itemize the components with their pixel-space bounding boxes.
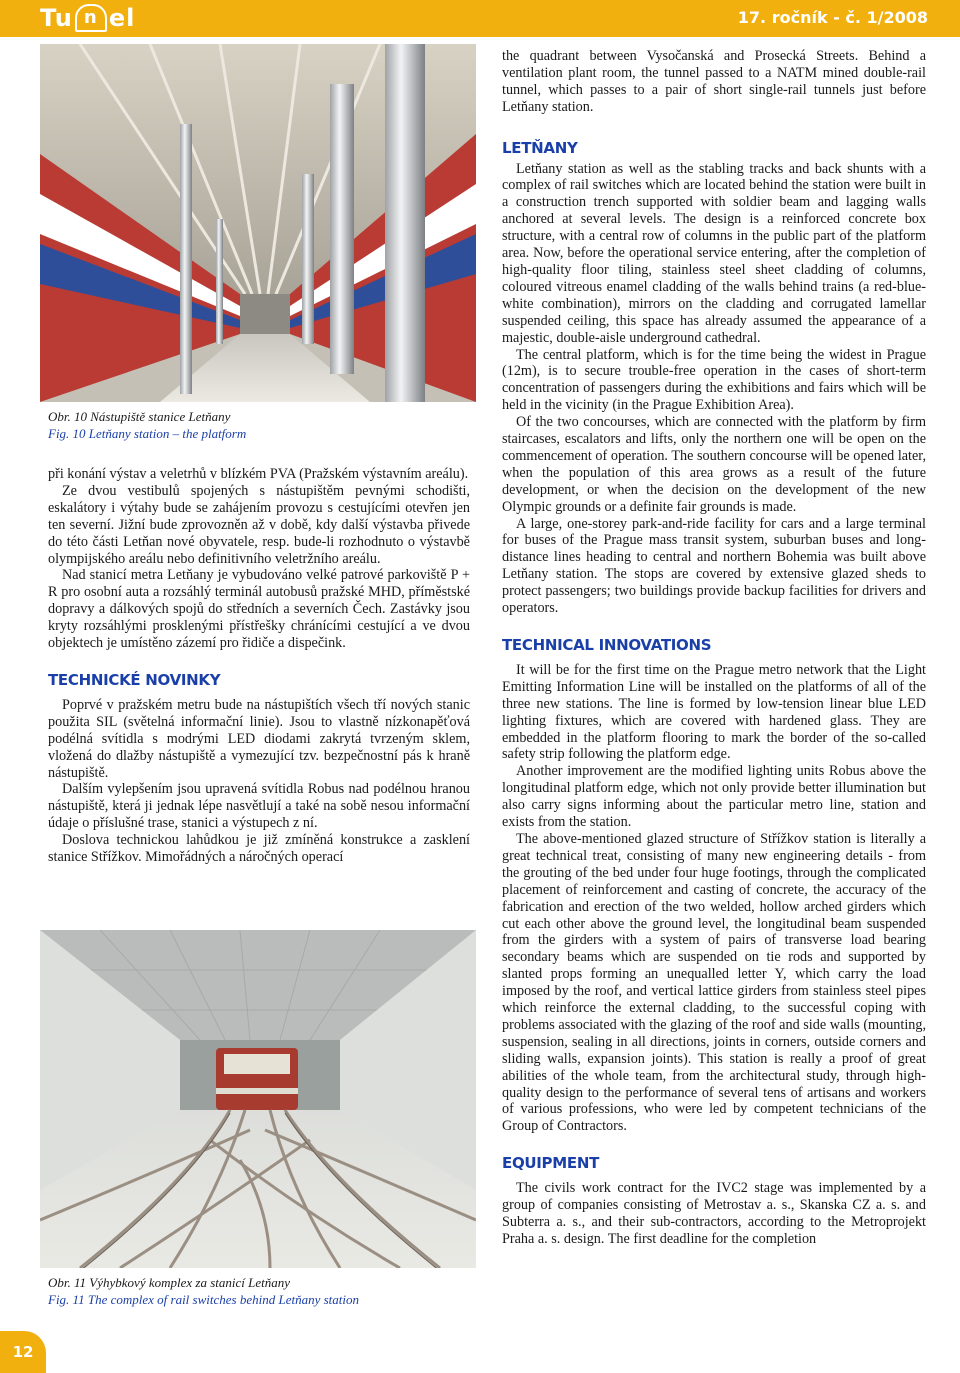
left-paragraph-3: Nad stanicí metra Letňany je vybudováno velké patrové parkoviště P + R pro osobní auta a rozsáhlý terminál autobusů pražské MHD, příměstské dopravy a dálkových spojů do středních a severních Čech. Zastávky jsou kryty rozsáhlými prosklenými přístřešky chránícími cestující a ve dvou objektech je umístěno zázemí pro řidiče a dispečink. — [48, 567, 470, 652]
issue-label: 17. ročník - č. 1/2008 — [737, 8, 928, 27]
left-paragraph-1: při konání výstav a veletrhů v blízkém PVA (Pražském výstavním areálu). — [48, 466, 469, 482]
page-number: 12 — [0, 1331, 46, 1373]
tunel-logo — [40, 4, 135, 32]
right-paragraph-8: The civils work contract for the IVC2 stage was implemented by a group of companies consisting of Metrostav a. s., Skanska CZ a. s. and Subterra a. s., and their sub-contractors, according to the Metroprojekt Praha a. s. design. The first deadline for the completion — [502, 1180, 926, 1247]
logo-text-start: Tu — [40, 4, 73, 32]
right-paragraph-7: The above-mentioned glazed structure of Střížkov station is literally a great technical treat, consisting of many new engineering details - from the grouting of the bed under four huge footings, through the complicated placement of reinforcement and casting of concrete, the accuracy of the fabrication and erection of the two welded, hollow arched girders which cut each other above the ground level, the longitudinal beam suspended from the girders with a system of pairs of transverse load bearing secondary beams which are suspended on tie rods and supported by slanted props forming an unequalled letter Y, which carry the load imposed by the roof, and vertical lattice girders from stainless steel pipes which reinforce the external cladding, to the successful coping with problems associated with the glazing of the roof and side walls (mounting, suspension, sealing in all directions, joints in corners, outside corners and sliding walls, expansion joints). This station is really a proof of great abilities of the whole team, from the architectural study, through high-quality design to the performance of several tens of artisans and workers of various professions, who were led by competent technicians of the Group of Contractors. — [502, 830, 926, 1135]
platform-photo — [40, 44, 476, 402]
figure11-caption-cz: Obr. 11 Výhybkový komplex za stanicí Letňany — [48, 1275, 290, 1290]
right-paragraph-6: Another improvement are the modified lighting units Robus above the longitudinal platform edge, which not only provide better illumination but also carry signs informing about the particular metro line, station and exists from the station. — [502, 763, 926, 831]
left-paragraph-2: Ze dvou vestibulů spojených s nástupištěm pevnými schodišti, eskalátory i výtahy bude se zahájením provozu s cestujícími otevřen jen ten severní. Jižní bude zprovozněn až v době, kdy další výstavba přivede do této části Letňan nové obyvatele, resp. bude-li rozhodnuto o výstavbě olympijského areálu nebo definitivního veletržního areálu. — [48, 482, 470, 567]
figure10-caption-cz: Obr. 10 Nástupiště stanice Letňany — [48, 409, 231, 424]
header-bar — [0, 0, 960, 37]
left-paragraph-6: Doslova technickou lahůdkou je již zmíněná konstrukce a zasklení stanice Střížkov. Mimořádných a náročných operací — [48, 832, 470, 866]
right-paragraph-1: Letňany station as well as the stabling tracks and back shunts with a complex of rail switches which are located behind the station were built in a construction trench supported with soldier beam and lagging walls anchored at several levels. The design is a reinforced concrete box structure, with a central row of columns in the public part of the platform area. Now, before the operational service entering, after the completion of high-quality floor tiling, stainless steel sheet cladding of columns, coloured vitreous enamel cladding of the walls behind trains (a red-blue-white combination), mirrors on the cladding and corrugated lamellar suspended ceiling, this space has already assumed the appearance of a majestic, double-aisle underground cathedral. — [502, 160, 926, 346]
rail-switches-photo — [40, 930, 476, 1268]
right-paragraph-4: A large, one-storey park-and-ride facility for cars and a large terminal for buses of the Prague mass transit system, suburban buses and long-distance lines heading to central and northern Bohemia was built above Letňany station. The stops are covered by extensive glazed sheds to protect passengers; two buildings provide backup facilities for drivers and operators. — [502, 515, 926, 617]
section-heading-letnany: LETŇANY — [502, 138, 578, 157]
left-paragraph-4: Poprvé v pražském metru bude na nástupištích všech tří nových stanic použita SIL (světelná informační linie). Jsou to vlastně nízkonapěťová podélná svítidla s modrými LED diodami zakrytá tvrzeným sklem, vložená do dlažby nástupiště a vymezující tzv. bezpečnostní pás k hraně nástupiště. — [48, 696, 470, 781]
right-text-column — [502, 48, 926, 1248]
right-paragraph-3: Of the two concourses, which are connected with the platform by firm staircases, escalators and lifts, only the northern one will be open on the commencement of operation. The southern concourse will be opened later, when the population of this area grows as a result of the future development, or when the decision on the development of the new Olympic grounds or a definite fair grounds is made. — [502, 414, 926, 515]
right-paragraph-0: the quadrant between Vysočanská and Prosecká Streets. Behind a ventilation plant room, the tunnel passed to a NATM mined double-rail tunnel, which passes to a pair of short single-rail tunnels just before Letňany station. — [502, 48, 926, 115]
figure10-caption-en: Fig. 10 Letňany station – the platform — [48, 426, 247, 441]
section-heading-technical-innovations: TECHNICAL INNOVATIONS — [502, 636, 712, 654]
right-paragraph-5: It will be for the first time on the Prague metro network that the Light Emitting Information Line will be installed on the platforms of all of the three new stations. The line is formed by low-tension linear blue LED lighting fixtures, which are covered with hardened glass. They are embedded in the platform flooring to mark the border of the so-called safety strip following the platform edge. — [502, 661, 926, 763]
figure10-caption — [48, 408, 468, 442]
figure11-caption-en: Fig. 11 The complex of rail switches behind Letňany station — [48, 1292, 360, 1307]
left-paragraph-5: Dalším vylepšením jsou upravená svítidla Robus nad podélnou hranou nástupiště, která ji jednak lépe nasvětlují a také na sobě nesou informační údaje o příslušné trase, stanici a výstupech z ní. — [48, 781, 470, 832]
logo-text-end: el — [108, 4, 136, 32]
section-heading-technicke-novinky: TECHNICKÉ NOVINKY — [48, 670, 221, 689]
left-text-column — [48, 466, 470, 866]
figure11-caption — [48, 1274, 468, 1308]
logo-arch-letter: n — [75, 4, 107, 32]
section-heading-equipment: EQUIPMENT — [502, 1154, 600, 1173]
right-paragraph-2: The central platform, which is for the time being the widest in Prague (12m), is to secure trouble-free operation in the cases of short-term concentration of passengers during the exhibitions and fairs which will be held in the vicinity (in the Prague Exhibition Area). — [502, 346, 926, 414]
